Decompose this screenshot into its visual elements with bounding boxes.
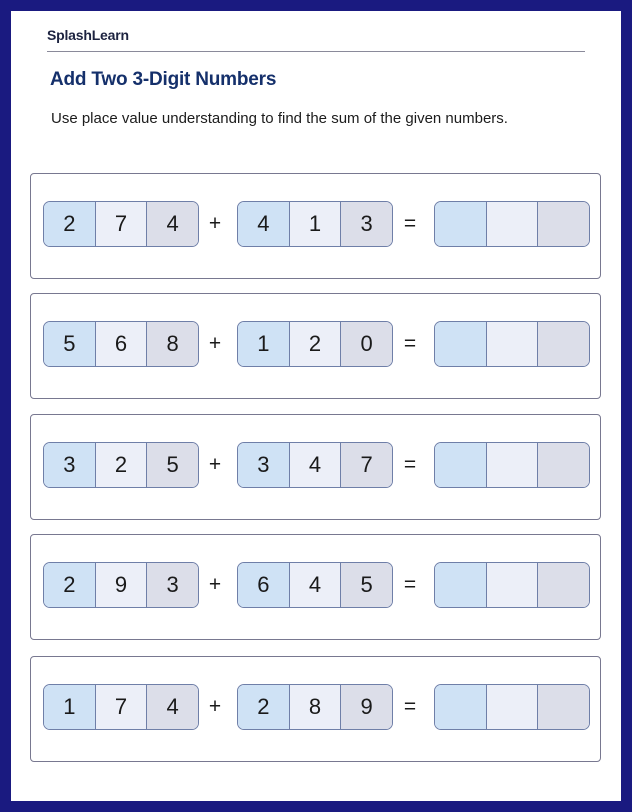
answer-boxes[interactable] bbox=[434, 562, 590, 608]
addend-b bbox=[237, 201, 393, 247]
plus-sign: + bbox=[208, 453, 222, 476]
tens-digit: 8 bbox=[289, 685, 341, 729]
tens-digit: 7 bbox=[95, 202, 147, 246]
answer-ones-box[interactable] bbox=[537, 443, 589, 487]
hundreds-digit: 6 bbox=[238, 563, 289, 607]
answer-tens-box[interactable] bbox=[486, 322, 538, 366]
tens-digit: 1 bbox=[289, 202, 341, 246]
equals-sign: = bbox=[403, 573, 417, 596]
hundreds-digit: 1 bbox=[44, 685, 95, 729]
hundreds-digit: 2 bbox=[238, 685, 289, 729]
plus-sign: + bbox=[208, 212, 222, 235]
answer-boxes[interactable] bbox=[434, 684, 590, 730]
ones-digit: 5 bbox=[146, 443, 198, 487]
answer-hundreds-box[interactable] bbox=[435, 202, 486, 246]
hundreds-digit: 1 bbox=[238, 322, 289, 366]
equals-sign: = bbox=[403, 332, 417, 355]
answer-ones-box[interactable] bbox=[537, 685, 589, 729]
equals-sign: = bbox=[403, 453, 417, 476]
brand-logo: SplashLearn bbox=[47, 27, 129, 43]
answer-hundreds-box[interactable] bbox=[435, 322, 486, 366]
addend-b bbox=[237, 321, 393, 367]
answer-tens-box[interactable] bbox=[486, 443, 538, 487]
equals-sign: = bbox=[403, 695, 417, 718]
hundreds-digit: 2 bbox=[44, 563, 95, 607]
tens-digit: 4 bbox=[289, 563, 341, 607]
addend-b bbox=[237, 442, 393, 488]
instructions-text: Use place value understanding to find the sum of the given numbers. bbox=[51, 110, 508, 127]
page-title: Add Two 3-Digit Numbers bbox=[50, 69, 277, 90]
problem-row bbox=[30, 414, 601, 520]
ones-digit: 5 bbox=[340, 563, 392, 607]
hundreds-digit: 3 bbox=[44, 443, 95, 487]
answer-tens-box[interactable] bbox=[486, 202, 538, 246]
ones-digit: 4 bbox=[146, 685, 198, 729]
tens-digit: 2 bbox=[95, 443, 147, 487]
answer-ones-box[interactable] bbox=[537, 563, 589, 607]
answer-ones-box[interactable] bbox=[537, 202, 589, 246]
tens-digit: 6 bbox=[95, 322, 147, 366]
addend-a bbox=[43, 201, 199, 247]
hundreds-digit: 5 bbox=[44, 322, 95, 366]
tens-digit: 9 bbox=[95, 563, 147, 607]
addend-a bbox=[43, 562, 199, 608]
plus-sign: + bbox=[208, 695, 222, 718]
tens-digit: 2 bbox=[289, 322, 341, 366]
answer-tens-box[interactable] bbox=[486, 563, 538, 607]
addend-a bbox=[43, 442, 199, 488]
tens-digit: 4 bbox=[289, 443, 341, 487]
ones-digit: 8 bbox=[146, 322, 198, 366]
addend-b bbox=[237, 562, 393, 608]
answer-hundreds-box[interactable] bbox=[435, 443, 486, 487]
problem-row bbox=[30, 534, 601, 640]
tens-digit: 7 bbox=[95, 685, 147, 729]
addend-a bbox=[43, 684, 199, 730]
problem-row bbox=[30, 173, 601, 279]
ones-digit: 0 bbox=[340, 322, 392, 366]
hundreds-digit: 4 bbox=[238, 202, 289, 246]
answer-boxes[interactable] bbox=[434, 442, 590, 488]
answer-ones-box[interactable] bbox=[537, 322, 589, 366]
answer-boxes[interactable] bbox=[434, 201, 590, 247]
answer-hundreds-box[interactable] bbox=[435, 685, 486, 729]
ones-digit: 4 bbox=[146, 202, 198, 246]
ones-digit: 3 bbox=[340, 202, 392, 246]
plus-sign: + bbox=[208, 573, 222, 596]
problem-row bbox=[30, 656, 601, 762]
header-divider bbox=[47, 51, 585, 52]
answer-boxes[interactable] bbox=[434, 321, 590, 367]
worksheet-page bbox=[11, 11, 621, 801]
answer-hundreds-box[interactable] bbox=[435, 563, 486, 607]
ones-digit: 3 bbox=[146, 563, 198, 607]
ones-digit: 7 bbox=[340, 443, 392, 487]
equals-sign: = bbox=[403, 212, 417, 235]
hundreds-digit: 2 bbox=[44, 202, 95, 246]
problem-row bbox=[30, 293, 601, 399]
addend-a bbox=[43, 321, 199, 367]
ones-digit: 9 bbox=[340, 685, 392, 729]
plus-sign: + bbox=[208, 332, 222, 355]
hundreds-digit: 3 bbox=[238, 443, 289, 487]
answer-tens-box[interactable] bbox=[486, 685, 538, 729]
addend-b bbox=[237, 684, 393, 730]
